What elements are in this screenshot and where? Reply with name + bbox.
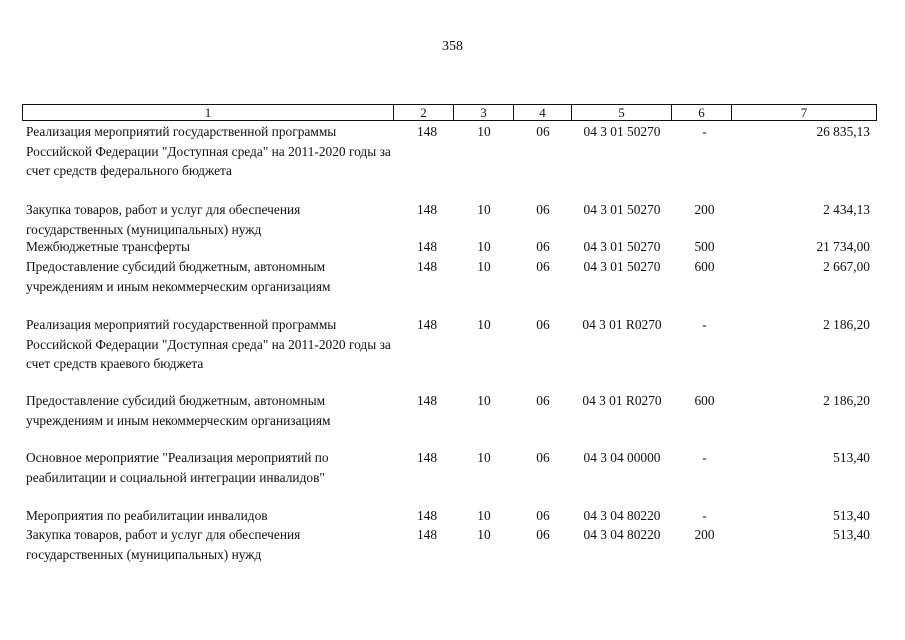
row-name: Реализация мероприятий государственной программы Российской Федерации "Доступная среда" на 2011-2020 годы за счет средств краевого бюджета — [26, 317, 391, 371]
row-col-4: 06 — [536, 239, 550, 254]
row-col-2: 148 — [416, 239, 438, 254]
row-col-7: 513,40 — [833, 508, 870, 523]
row-col-2: 148 — [416, 527, 438, 542]
row-col-6: 200 — [694, 202, 715, 217]
row-col-3: 10 — [477, 450, 491, 465]
page-number: 358 — [442, 39, 463, 54]
row-col-3: 10 — [477, 527, 491, 542]
column-header-5: 5 — [572, 104, 672, 121]
row-col-7: 2 434,13 — [823, 202, 870, 217]
row-col-6: - — [702, 124, 707, 139]
row-col-5: 04 3 01 50270 — [583, 124, 661, 139]
row-col-3: 10 — [477, 239, 491, 254]
row-name: Реализация мероприятий государственной программы Российской Федерации "Доступная среда" на 2011-2020 годы за счет средств федерального бюджета — [26, 124, 391, 178]
row-col-4: 06 — [536, 393, 550, 408]
row-col-5: 04 3 01 R0270 — [582, 393, 662, 408]
row-col-4: 06 — [536, 527, 550, 542]
column-header-1: 1 — [22, 104, 394, 121]
row-col-3: 10 — [477, 259, 491, 274]
row-col-6: - — [702, 508, 707, 523]
row-col-4: 06 — [536, 317, 550, 332]
column-header-7: 7 — [732, 104, 877, 121]
row-col-4: 06 — [536, 124, 550, 139]
row-name: Предоставление субсидий бюджетным, автономным учреждениям и иным некоммерческим организациям — [26, 259, 331, 294]
row-col-7: 513,40 — [833, 450, 870, 465]
row-col-7: 2 667,00 — [823, 259, 870, 274]
row-col-5: 04 3 01 50270 — [583, 239, 661, 254]
row-name: Мероприятия по реабилитации инвалидов — [26, 508, 268, 523]
row-col-6: 600 — [694, 393, 715, 408]
row-col-4: 06 — [536, 202, 550, 217]
row-col-2: 148 — [416, 202, 438, 217]
row-col-6: 500 — [694, 239, 715, 254]
row-col-7: 21 734,00 — [816, 239, 870, 254]
row-name: Основное мероприятие "Реализация мероприятий по реабилитации и социальной интеграции инвалидов" — [26, 450, 329, 485]
row-col-3: 10 — [477, 508, 491, 523]
row-name: Межбюджетные трансферты — [26, 239, 190, 254]
column-header-3: 3 — [454, 104, 514, 121]
row-col-3: 10 — [477, 317, 491, 332]
row-col-4: 06 — [536, 259, 550, 274]
row-name: Закупка товаров, работ и услуг для обеспечения государственных (муниципальных) нужд — [26, 202, 301, 237]
row-col-7: 513,40 — [833, 527, 870, 542]
row-name: Предоставление субсидий бюджетным, автономным учреждениям и иным некоммерческим организациям — [26, 393, 331, 428]
column-header-2: 2 — [394, 104, 454, 121]
row-col-3: 10 — [477, 124, 491, 139]
row-col-6: - — [702, 317, 707, 332]
column-header-6: 6 — [672, 104, 732, 121]
row-col-2: 148 — [416, 124, 438, 139]
row-col-3: 10 — [477, 393, 491, 408]
row-col-3: 10 — [477, 202, 491, 217]
row-col-6: 200 — [694, 527, 715, 542]
row-col-5: 04 3 01 50270 — [583, 202, 661, 217]
row-col-6: 600 — [694, 259, 715, 274]
row-col-4: 06 — [536, 508, 550, 523]
column-header-4: 4 — [514, 104, 572, 121]
row-col-6: - — [702, 450, 707, 465]
row-col-7: 26 835,13 — [816, 124, 870, 139]
row-col-4: 06 — [536, 450, 550, 465]
row-col-2: 148 — [416, 508, 438, 523]
row-col-7: 2 186,20 — [823, 393, 870, 408]
row-col-5: 04 3 01 R0270 — [582, 317, 662, 332]
row-name: Закупка товаров, работ и услуг для обеспечения государственных (муниципальных) нужд — [26, 527, 301, 562]
row-col-7: 2 186,20 — [823, 317, 870, 332]
row-col-5: 04 3 01 50270 — [583, 259, 661, 274]
row-col-2: 148 — [416, 393, 438, 408]
row-col-5: 04 3 04 80220 — [583, 527, 661, 542]
row-col-5: 04 3 04 00000 — [583, 450, 661, 465]
row-col-2: 148 — [416, 450, 438, 465]
row-col-2: 148 — [416, 317, 438, 332]
row-col-2: 148 — [416, 259, 438, 274]
row-col-5: 04 3 04 80220 — [583, 508, 661, 523]
